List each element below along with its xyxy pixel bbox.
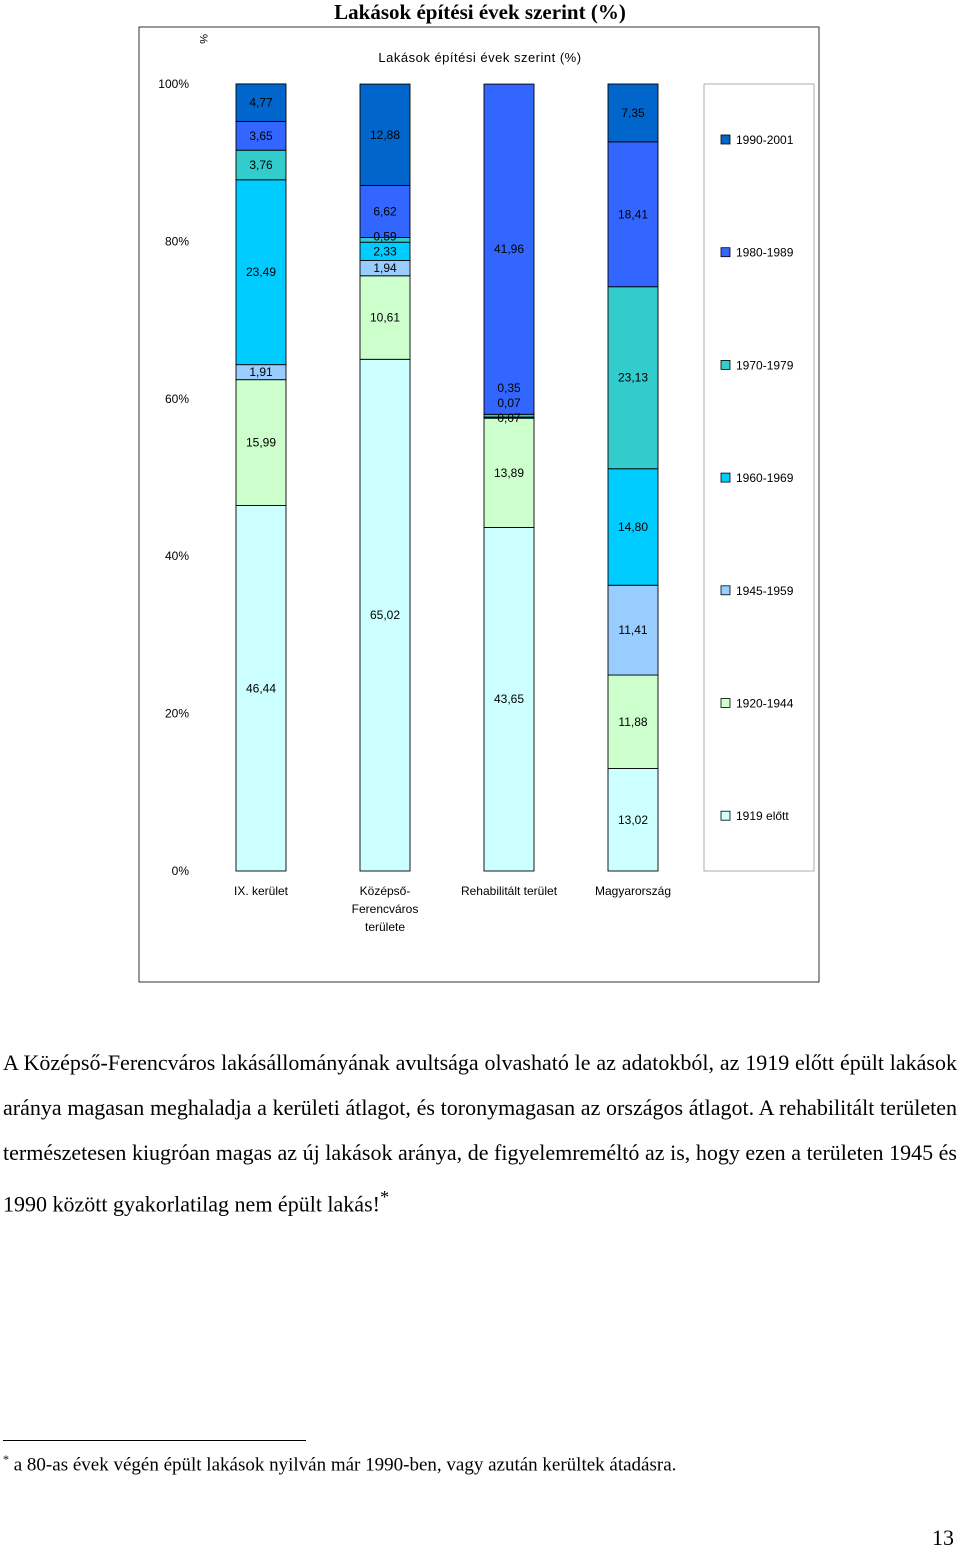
- data-label: 23,13: [617, 370, 649, 385]
- footnote-reference: *: [379, 1187, 390, 1207]
- data-label: 18,41: [617, 207, 649, 222]
- x-tick-label: Ferencváros: [351, 902, 419, 916]
- y-tick-label: 0%: [171, 864, 189, 878]
- data-label: 43,65: [493, 692, 525, 707]
- legend-label: 1919 előtt: [736, 809, 789, 824]
- data-label: 46,44: [245, 681, 277, 696]
- legend-swatch: [721, 248, 730, 257]
- x-tick-label: területe: [364, 920, 406, 934]
- legend-label: 1945-1959: [736, 583, 794, 598]
- x-tick-label: Magyarország: [594, 884, 672, 898]
- data-label: 14,80: [617, 520, 649, 535]
- legend-swatch: [721, 699, 730, 708]
- y-tick-label: 80%: [164, 234, 189, 249]
- data-label: 23,49: [245, 265, 277, 280]
- x-tick-label: Rehabilitált terület: [460, 884, 558, 898]
- data-label: 0,07: [497, 410, 521, 425]
- x-tick-label: Középső-: [359, 884, 411, 898]
- data-label: 15,99: [245, 435, 277, 450]
- data-label: 3,76: [249, 157, 273, 172]
- y-axis-label: %: [197, 34, 209, 44]
- data-label: 0,35: [497, 380, 521, 395]
- data-label: 2,33: [373, 244, 397, 259]
- data-label: 4,77: [249, 95, 273, 110]
- y-tick-label: 40%: [164, 549, 189, 564]
- data-label: 1,94: [373, 261, 397, 276]
- data-label: 65,02: [369, 608, 401, 623]
- legend-label: 1920-1944: [736, 696, 794, 711]
- data-label: 12,88: [369, 127, 401, 142]
- legend-swatch: [721, 135, 730, 144]
- document-title: Lakások építési évek szerint (%): [334, 0, 626, 24]
- data-label: 11,41: [618, 623, 648, 638]
- footnote-text: a 80-as évek végén épült lakások nyilván már 1990-ben, vagy azután kerültek átadásra.: [13, 1454, 677, 1476]
- data-label: 0,07: [497, 395, 521, 410]
- data-label: 41,96: [493, 242, 525, 257]
- legend-swatch: [721, 360, 730, 369]
- chart-title: Lakások építési évek szerint (%): [378, 50, 582, 65]
- data-label: 7,35: [621, 105, 645, 120]
- legend-swatch: [721, 586, 730, 595]
- data-label: 0,59: [373, 229, 397, 244]
- legend-label: 1990-2001: [736, 133, 794, 147]
- paragraph: [3, 1040, 957, 1226]
- legend-label: 1980-1989: [736, 245, 794, 260]
- y-tick-label: 100%: [158, 77, 189, 91]
- data-label: 6,62: [373, 204, 397, 219]
- data-label: 1,91: [249, 365, 273, 380]
- footnote: [3, 1452, 676, 1476]
- legend-label: 1970-1979: [736, 358, 794, 373]
- legend-swatch: [721, 473, 730, 482]
- y-tick-label: 20%: [164, 706, 189, 721]
- legend-swatch: [721, 811, 730, 820]
- body-text: [3, 1040, 957, 1226]
- footnote-separator: [3, 1440, 306, 1441]
- legend-label: 1960-1969: [736, 471, 794, 486]
- footnote-mark: *: [3, 1452, 9, 1466]
- paragraph-text: A Középső-Ferencváros lakásállományának avultsága olvasható le az adatokból, az 1919 előtt épült lakások aránya magasan meghaladja a kerületi átlagot, és toronymagasan az országos átlagot. A rehabilitált területen természetesen kiugróan magas az új lakások aránya, de figyelemreméltó az is, hogy ezen a területen 1945 és 1990 között gyakorlatilag nem épült lakás!: [3, 1050, 957, 1217]
- y-tick-label: 60%: [164, 391, 189, 406]
- x-tick-label: IX. kerület: [233, 884, 289, 898]
- data-label: 13,89: [493, 465, 525, 480]
- data-label: 3,65: [249, 128, 273, 143]
- page-number: 13: [932, 1525, 954, 1550]
- data-label: 13,02: [617, 812, 649, 827]
- data-label: 10,61: [369, 310, 401, 325]
- data-label: 11,88: [618, 714, 648, 729]
